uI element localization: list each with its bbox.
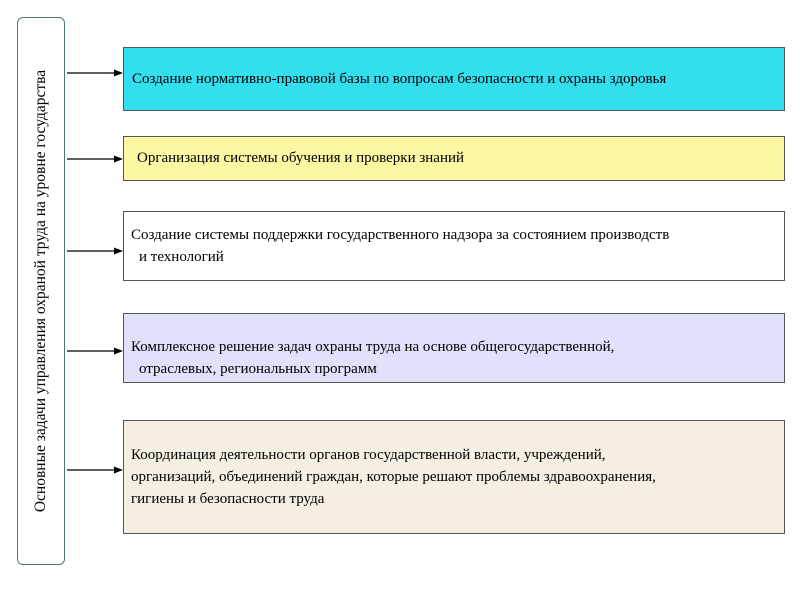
task-text [131, 224, 669, 268]
task-box-coordination [123, 420, 785, 534]
main-category-label: Основные задачи управления охраной труда на уровне государства [32, 69, 49, 513]
task-line: Координация деятельности органов государственной власти, учреждений, [131, 447, 606, 463]
connector-arrow-2 [67, 154, 123, 164]
connector-arrow-3 [67, 246, 123, 256]
main-category-box [17, 17, 65, 565]
task-line: гигиены и безопасности труда [131, 491, 325, 507]
task-line: Комплексное решение задач охраны труда на основе общегосударственной, [131, 339, 615, 355]
task-text [137, 147, 464, 169]
connector-arrow-5 [67, 465, 123, 475]
task-box-comprehensive-programs [123, 313, 785, 383]
task-text [131, 444, 656, 510]
task-line: отраслевых, региональных программ [139, 361, 377, 377]
task-line: Организация системы обучения и проверки знаний [137, 150, 465, 166]
task-line: Создание нормативно-правовой базы по вопросам безопасности и охраны здоровья [132, 71, 667, 87]
task-line: и технологий [139, 249, 224, 265]
connector-arrow-4 [67, 346, 123, 356]
connector-arrow-1 [67, 68, 123, 78]
task-box-legal-base [123, 47, 785, 111]
task-box-training-system [123, 136, 785, 181]
task-text [131, 336, 614, 380]
task-line: организаций, объединений граждан, которые решают проблемы здравоохранения, [131, 469, 656, 485]
task-text [132, 68, 666, 90]
task-line: Создание системы поддержки государственного надзора за состоянием производств [131, 227, 670, 243]
task-box-state-supervision [123, 211, 785, 281]
